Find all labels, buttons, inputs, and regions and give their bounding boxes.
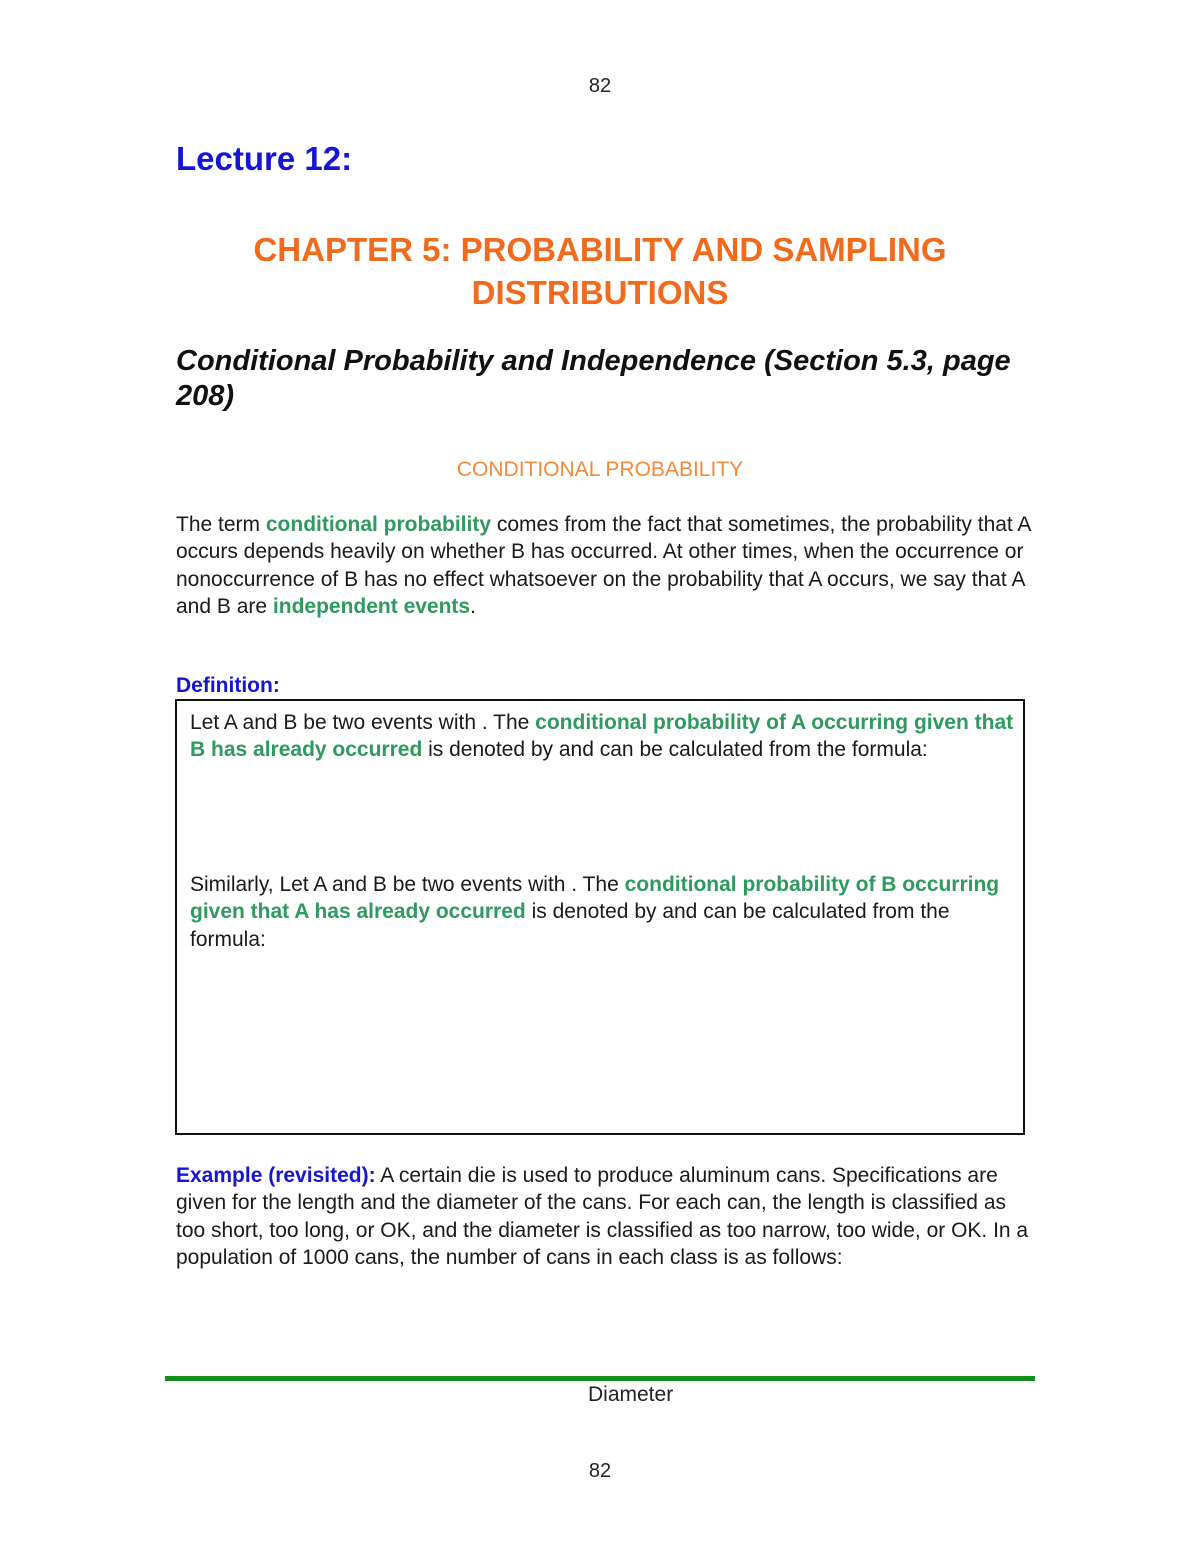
- definition-text: Similarly, Let A and B be two events with . The: [190, 873, 625, 896]
- intro-paragraph: [176, 511, 1036, 620]
- table-top-rule: [165, 1376, 1035, 1381]
- example-text: A certain die is used to produce aluminum cans. Specifications are given for the length and the diameter of the cans. For each can, the length is classified as too short, too long, or OK, and the diameter is classified as too narrow, too wide, or OK. In a population of 1000 cans, the number of cans in each class is as follows:: [176, 1164, 1029, 1269]
- diameter-column-header: Diameter: [588, 1383, 674, 1406]
- subsection-heading: CONDITIONAL PROBABILITY: [456, 458, 744, 481]
- term-conditional-a-given-b: conditional probability of A occurring given that B has already occurred: [190, 711, 1014, 762]
- definition-text: Let A and B be two events with . The: [190, 711, 536, 734]
- page-number-footer: 82: [588, 1460, 612, 1482]
- intro-text: comes from the fact that sometimes, the probability that A occurs depends heavily on whether B has occurred. At other times, when the occurrence or nonoccurrence of B has no effect whatsoever on the probability that A occurs, we say that A and B are: [176, 513, 1031, 618]
- lecture-title: Lecture 12:: [176, 140, 353, 177]
- example-paragraph: [176, 1162, 1036, 1271]
- example-label: Example (revisited):: [176, 1164, 376, 1187]
- term-independent-events: independent events: [272, 594, 471, 618]
- intro-text: .: [470, 594, 476, 618]
- chapter-title: CHAPTER 5: PROBABILITY AND SAMPLING DISTRIBUTIONS: [253, 231, 947, 311]
- intro-text: The term: [176, 513, 266, 536]
- page-number-header: 82: [588, 75, 612, 97]
- definition-text: is denoted by and can be calculated from the formula:: [422, 738, 928, 762]
- term-conditional-b-given-a: conditional probability of B occurring given that A has already occurred: [190, 873, 1000, 924]
- definition-text: is denoted by and can be calculated from the formula:: [190, 900, 950, 951]
- definition-label: Definition:: [176, 674, 280, 697]
- term-conditional-probability: conditional probability: [265, 513, 492, 536]
- section-heading: Conditional Probability and Independence (Section 5.3, page 208): [176, 345, 1011, 412]
- definition-paragraph-b-given-a: [190, 871, 1020, 953]
- definition-paragraph-a-given-b: [190, 709, 1020, 764]
